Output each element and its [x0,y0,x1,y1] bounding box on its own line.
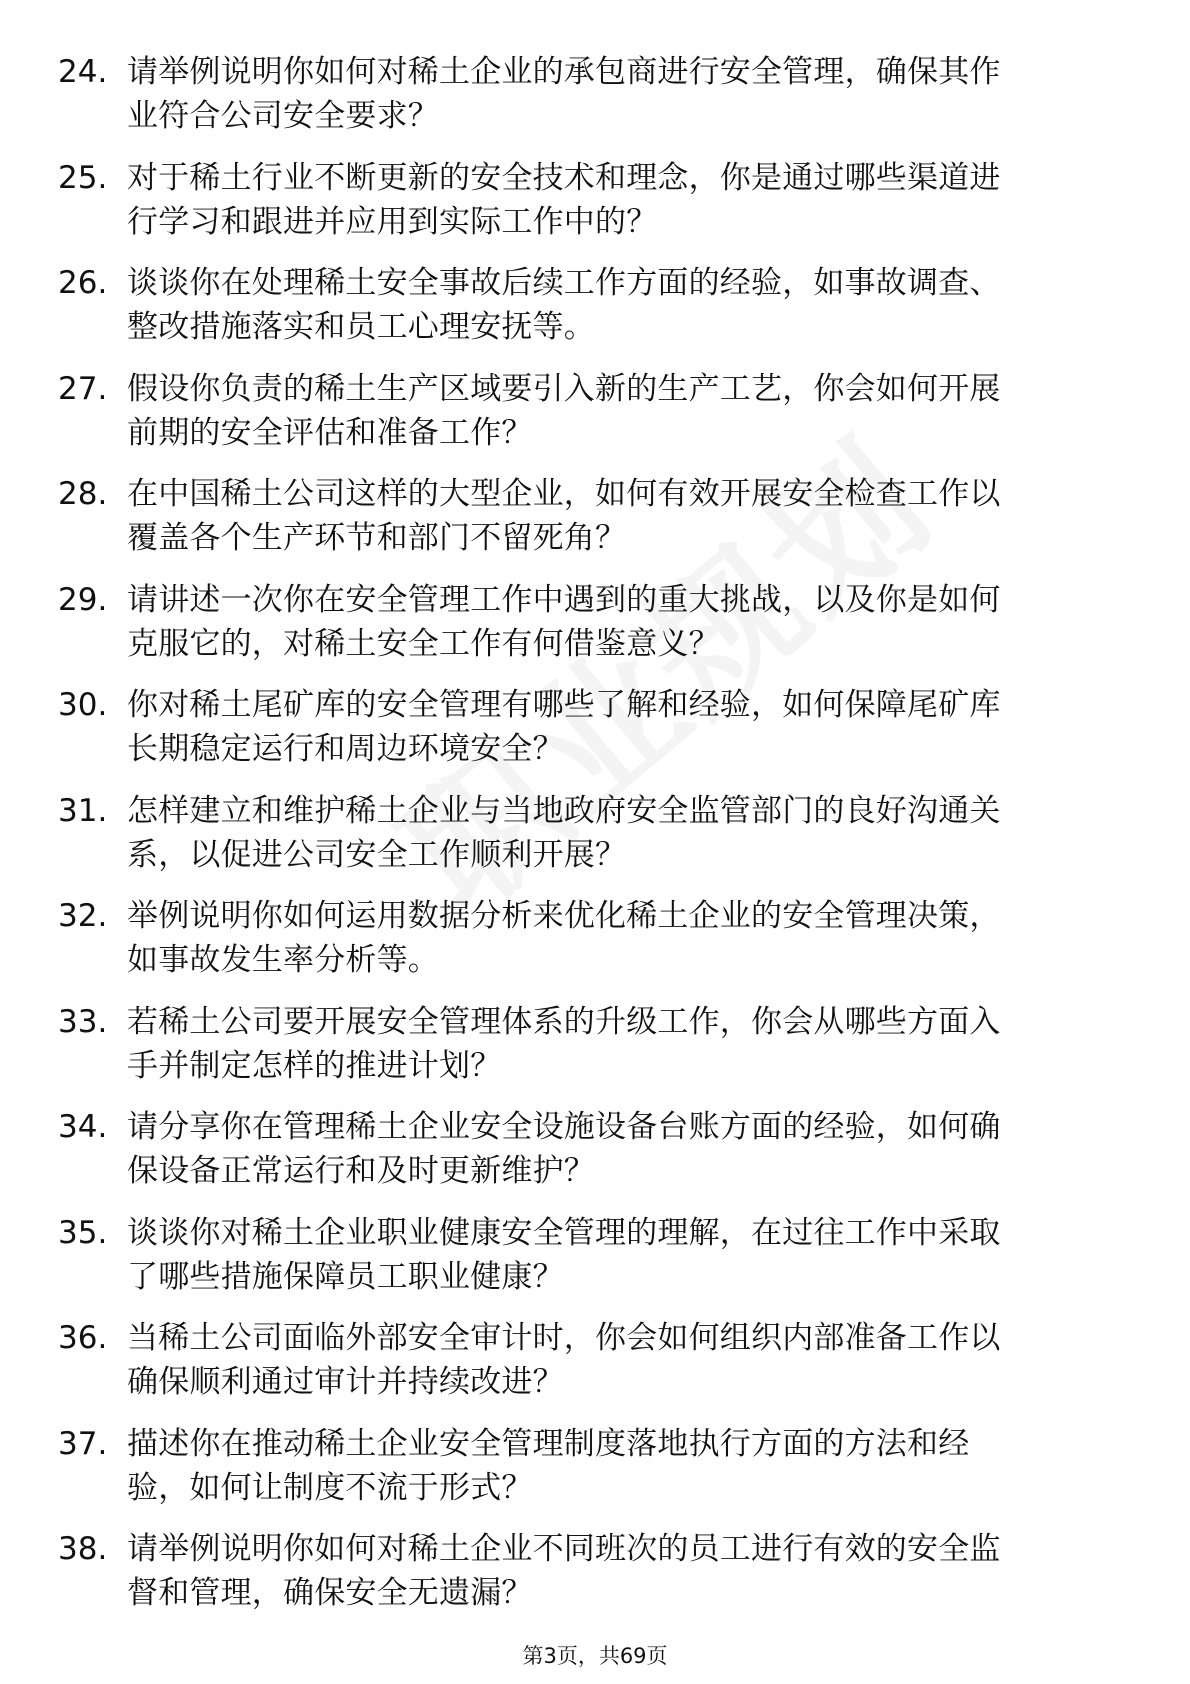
list-item [0,367,1190,473]
question-number: 29. [58,581,108,618]
list-item [0,1000,1190,1106]
question-text: 请讲述一次你在安全管理工作中遇到的重大挑战，以及你是如何 克服它的，对稀土安全工作有何借鉴意义？ [127,581,1001,662]
question-text: 对于稀土行业不断更新的安全技术和理念，你是通过哪些渠道进 行学习和跟进并应用到实际工作中的？ [127,159,1001,240]
list-item [0,156,1190,262]
list-item [0,578,1190,684]
question-number: 35. [58,1214,108,1251]
question-list [0,50,1190,1633]
question-number: 36. [58,1320,108,1356]
question-text: 谈谈你对稀土企业职业健康安全管理的理解，在过往工作中采取 了哪些措施保障员工职业健康？ [127,1214,1001,1295]
question-number: 27. [58,370,108,407]
question-text: 描述你在推动稀土企业安全管理制度落地执行方面的方法和经 验，如何让制度不流于形式？ [127,1425,970,1506]
list-item [0,1211,1190,1317]
list-item [0,1527,1190,1633]
list-item [0,1316,1190,1422]
list-item [0,1422,1190,1528]
question-number: 33. [58,1003,108,1040]
question-text: 你对稀土尾矿库的安全管理有哪些了解和经验，如何保障尾矿库 长期稳定运行和周边环境安全？ [127,687,1001,767]
question-text: 当稀土公司面临外部安全审计时，你会如何组织内部准备工作以 确保顺利通过审计并持续改进？ [127,1320,1001,1400]
page-number-footer: 第3页，共69页 [522,1644,668,1668]
question-text: 举例说明你如何运用数据分析来优化稀土企业的安全管理决策， 如事故发生率分析等。 [127,898,1001,978]
question-number: 30. [58,687,108,723]
question-text: 怎样建立和维护稀土企业与当地政府安全监管部门的良好沟通关 系，以促进公司安全工作顺利开展？ [127,792,1001,873]
list-item [0,894,1190,1000]
list-item [0,50,1190,156]
question-number: 25. [58,159,108,196]
list-item [0,261,1190,367]
list-item [0,683,1190,789]
question-number: 38. [58,1531,108,1567]
list-item [0,1105,1190,1211]
list-item [0,789,1190,895]
question-number: 24. [58,54,108,90]
question-text: 若稀土公司要开展安全管理体系的升级工作，你会从哪些方面入 手并制定怎样的推进计划？ [127,1003,1001,1084]
list-item [0,472,1190,578]
question-text: 请分享你在管理稀土企业安全设施设备台账方面的经验，如何确 保设备正常运行和及时更新维护？ [127,1109,1001,1189]
question-number: 31. [58,792,108,829]
question-text: 请举例说明你如何对稀土企业不同班次的员工进行有效的安全监 督和管理，确保安全无遗漏？ [127,1531,1001,1611]
question-text: 请举例说明你如何对稀土企业的承包商进行安全管理，确保其作 业符合公司安全要求？ [127,54,1001,134]
question-text: 假设你负责的稀土生产区域要引入新的生产工艺，你会如何开展 前期的安全评估和准备工作？ [127,370,1001,451]
question-number: 37. [58,1425,108,1462]
question-text: 谈谈你在处理稀土安全事故后续工作方面的经验，如事故调查、 整改措施落实和员工心理安抚等。 [127,265,1001,345]
question-number: 28. [58,476,108,512]
question-number: 34. [58,1109,108,1145]
question-number: 26. [58,265,108,301]
question-text: 在中国稀土公司这样的大型企业，如何有效开展安全检查工作以 覆盖各个生产环节和部门不留死角？ [127,476,1001,556]
question-number: 32. [58,898,108,934]
